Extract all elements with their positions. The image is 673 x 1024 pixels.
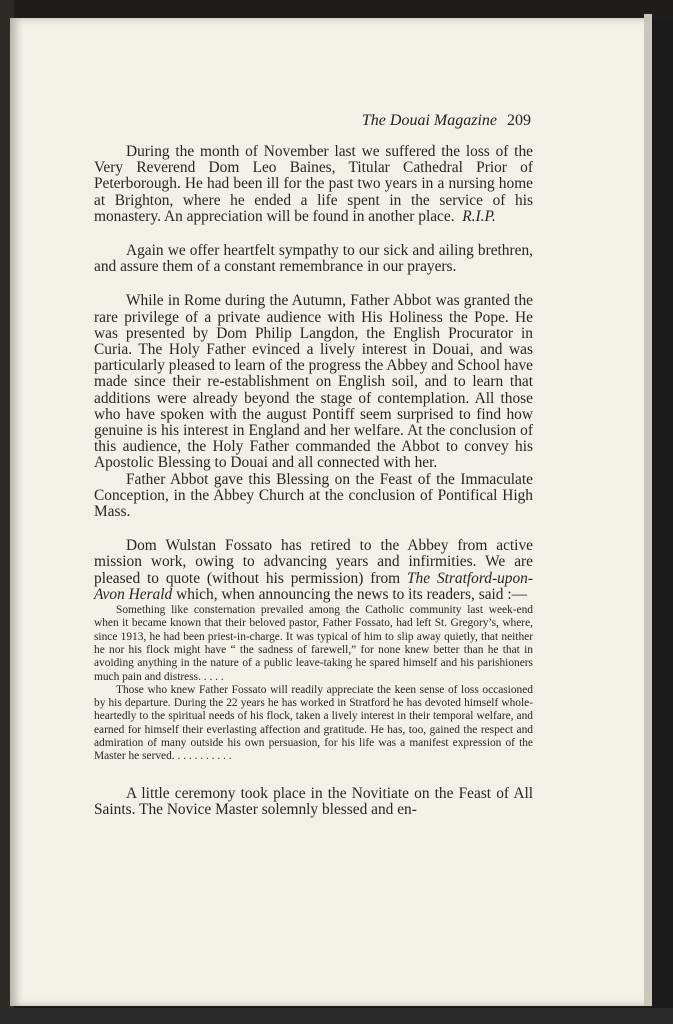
paragraph-sympathy: Again we offer heartfelt sympathy to our sick and ailing brethren, and assure them of a constant remembrance in our prayers. — [94, 242, 533, 276]
rip-text: R.I.P. — [462, 207, 496, 225]
magazine-title: The Douai Magazine — [361, 112, 497, 129]
page-number: 209 — [507, 112, 531, 129]
paragraph-novitiate: A little ceremony took place in the Novitiate on the Feast of All Saints. The Novice Master solemnly blessed and en- — [94, 784, 533, 818]
newspaper-name: The Stratford-upon-Avon Herald — [94, 569, 533, 603]
running-header — [94, 112, 531, 130]
quote-paragraph-2: Those who knew Father Fossato will readily appreciate the keen sense of loss occasioned by his departure. During the 22 years he has worked in Stratford he has devoted himself whole-heartedly to the spiritual needs of his flock, taken a lively interest in their temporal welfare, and earned for himself their everlasting affection and gratitude. He has, too, gained the respect and admiration of many outside his own persuasion, for his life was a manifest expression of the Master he served. . . . . . . . . . . — [94, 683, 533, 763]
paragraph-obituary: During the month of November last we suffered the loss of the Very Reverend Dom Leo Baines, Titular Cathedral Prior of Peterborough. He had been ill for the past two years in a nursing home at Brighton, where he ended a life spent in the service of his monastery. An appreciation will be found in another place. R.I.P. — [94, 143, 533, 225]
paragraph-blessing: Father Abbot gave this Blessing on the Feast of the Immaculate Conception, in the Abbey Church at the conclusion of Pontifical High Mass. — [94, 470, 533, 521]
scan-border-top — [0, 0, 673, 20]
paragraph-fossato: Dom Wulstan Fossato has retired to the Abbey from active mission work, owing to advancing years and infirmities. We are pleased to quote (without his permission) from The Stratford-upon-Avon Herald which, when announcing the news to its readers, said :— — [94, 537, 533, 603]
quote-paragraph-1: Something like consternation prevailed among the Catholic community last week-end when it became known that their beloved pastor, Father Fossato, had left St. Gregory’s, where, since 1913, he had been priest-in-charge. It was typical of him to slip away quietly, that neither he nor his flock might have “ the sadness of farewell,” for none knew better than he that in avoiding anything in the nature of a public leave-taking he spared himself and his parishioners much pain and distress. . . . . — [94, 604, 533, 683]
scan-border-bottom — [0, 1008, 673, 1024]
paragraph-rome-audience: While in Rome during the Autumn, Father Abbot was granted the rare privilege of a private audience with His Holiness the Pope. He was presented by Dom Philip Langdon, the English Procurator in Curia. The Holy Father evinced a lively interest in Douai, and was particularly pleased to learn of the progress the Abbey and School have made since their re-establishment on English soil, and to learn that additions were already beyond the stage of contemplation. All those who have spoken with the august Pontiff seem surprised to find how genuine is his interest in England and her welfare. At the conclusion of this audience, the Holy Father commanded the Abbot to convey his Apostolic Blessing to Douai and all connected with her. — [94, 292, 533, 472]
article-body — [94, 144, 533, 818]
page-edge — [644, 14, 652, 1006]
